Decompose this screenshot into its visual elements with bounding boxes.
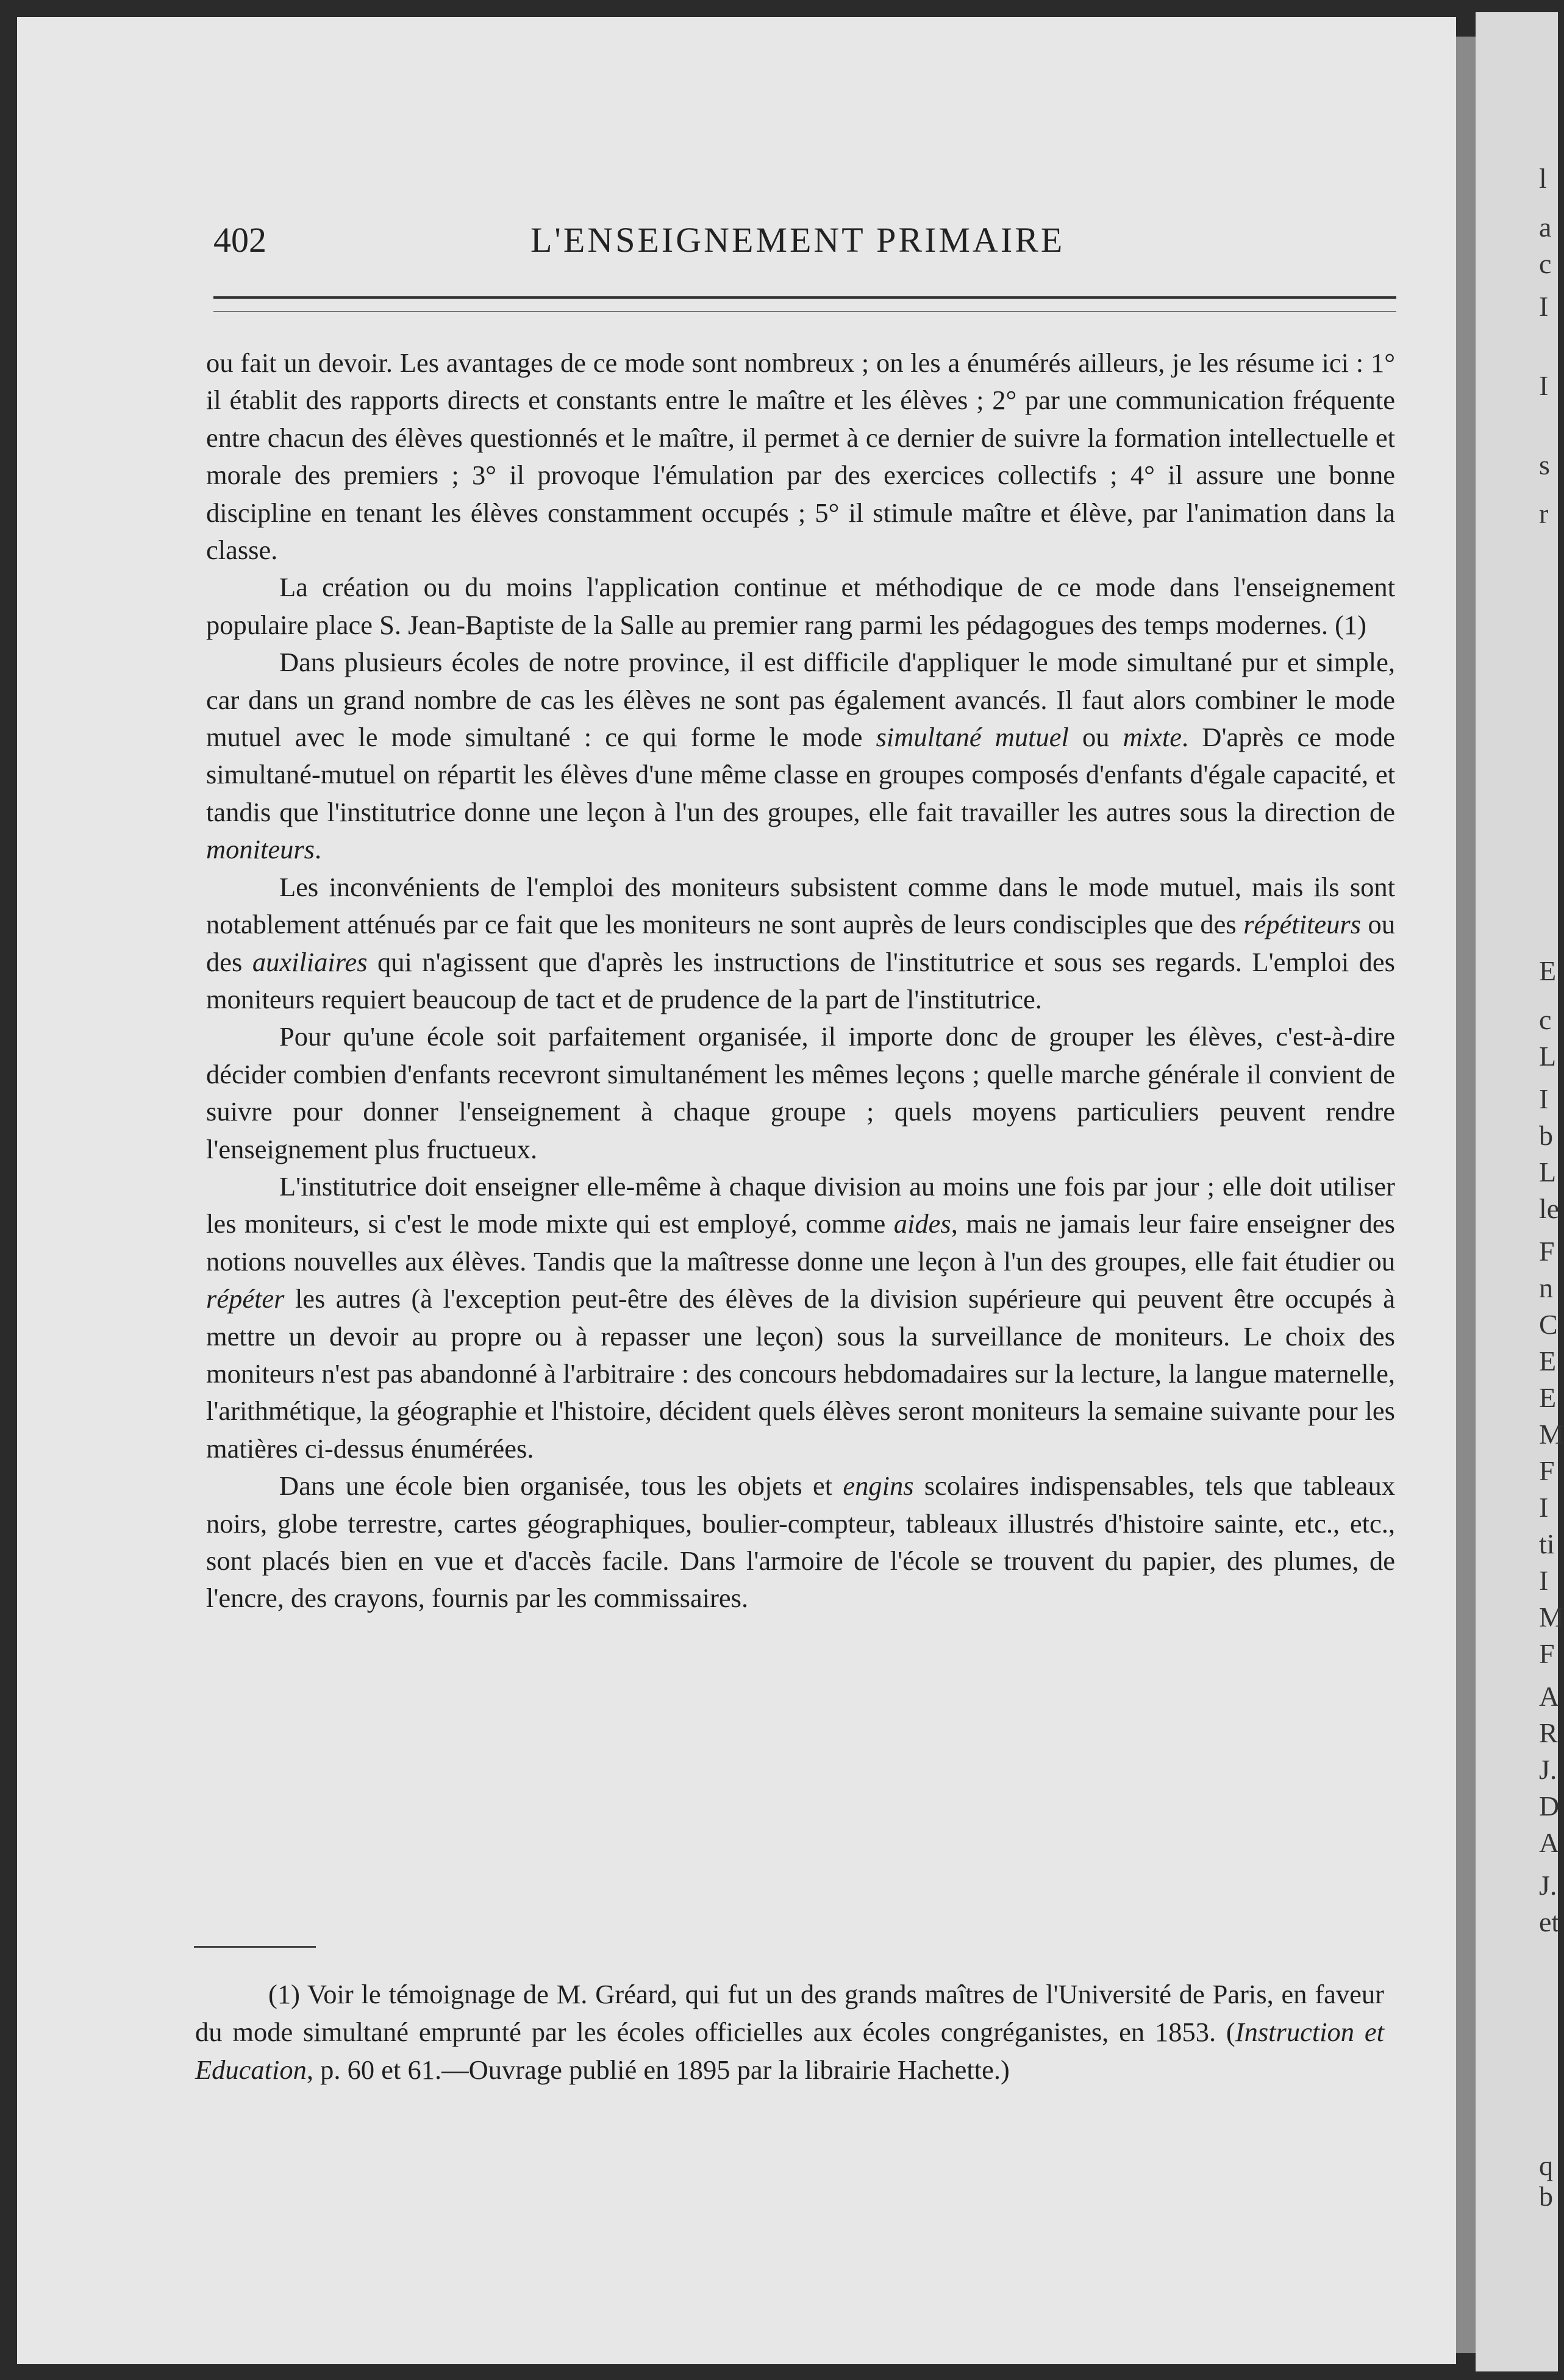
facing-page-fragment: D <box>1539 1790 1560 1822</box>
facing-page-fragment: A <box>1539 1681 1560 1712</box>
facing-page-fragment: q <box>1539 2150 1553 2181</box>
facing-page-fragment: s <box>1539 449 1550 480</box>
body-text <box>206 344 1395 1617</box>
footnote-paragraph <box>195 1975 1384 2089</box>
text-run: , p. 60 et 61.—Ouvrage publié en 1895 par la librairie Hachette.) <box>306 2054 1010 2085</box>
facing-page-fragment: r <box>1539 498 1549 529</box>
facing-page-fragment: E <box>1539 955 1557 986</box>
facing-page-fragment: b <box>1539 1120 1553 1151</box>
facing-page-fragment: I <box>1539 291 1549 322</box>
text-run: Dans une école bien organisée, tous les objets et <box>279 1470 843 1502</box>
italic-text: répéter <box>206 1283 285 1314</box>
page-header <box>213 219 1396 274</box>
facing-page-fragment: R <box>1539 1717 1558 1748</box>
facing-page-fragment: E <box>1539 1345 1557 1377</box>
facing-page-fragment: C <box>1539 1309 1558 1340</box>
facing-page-fragment: L <box>1539 1041 1557 1072</box>
italic-text: moniteurs <box>206 834 315 865</box>
facing-page-fragment: M <box>1539 1419 1564 1450</box>
text-run: . <box>315 834 322 865</box>
facing-page-fragment: L <box>1539 1156 1557 1188</box>
facing-page-fragment: et <box>1539 1906 1560 1937</box>
text-run: qui n'agissent que d'après les instructions de l'institutrice et sous ses regards. L'emploi des moniteurs requiert beaucoup de tact et de prudence de la part de l'institutrice. <box>206 946 1396 1014</box>
page-number: 402 <box>213 220 266 260</box>
facing-page-fragment: b <box>1539 2181 1553 2212</box>
footnote <box>195 1975 1384 2089</box>
running-title: L'ENSEIGNEMENT PRIMAIRE <box>530 220 1065 260</box>
text-run: , mais ne jamais leur faire enseigner des notions nouvelles aux élèves. Tandis que la maîtresse donne une leçon à l'un des groupes, elle fait étudier ou <box>206 1208 1396 1277</box>
text-run: Pour qu'une école soit parfaitement organisée, il importe donc de grouper les élèves, c'est-à-dire décider combien d'enfants recevront simultanément les mêmes leçons ; quelle marche générale il convient de suivre pour donner l'enseignement à chaque groupe ; quels moyens particuliers peuvent rendre l'enseignement plus fructueux. <box>206 1021 1395 1164</box>
paragraph <box>206 1018 1395 1168</box>
paragraph <box>206 569 1395 644</box>
facing-page-fragment: c <box>1539 248 1552 279</box>
italic-text: Instruction et Education <box>195 2017 1384 2085</box>
text-run: L'institutrice doit enseigner elle-même à chaque division au moins une fois par jour ; elle doit utiliser les moniteurs, si c'est le mode mixte qui est employé, comme <box>206 1170 1395 1239</box>
text-run: ou des <box>206 909 1396 977</box>
text-run: (1) Voir le témoignage de M. Gréard, qui fut un des grands maîtres de l'Université de Paris, en faveur du mode simultané emprunté par les écoles officielles aux écoles congréganistes, en 1853. ( <box>195 1979 1384 2047</box>
facing-page-fragment: A <box>1539 1827 1560 1858</box>
facing-page-fragment: J. <box>1539 1754 1557 1785</box>
text-run: les autres (à l'exception peut-être des élèves de la division supérieure qui peuvent être occupés à mettre un devoir au propre ou à repasser une leçon) sous la surveillance de moniteurs. Le choix des moniteurs n'est pas abandonné à l'arbitraire : des concours hebdomadaires sur la lecture, la langue maternelle, l'arithmétique, la géographie et l'histoire, décident quels élèves seront moniteurs la semaine suivante pour les matières ci-dessus énumérées. <box>206 1283 1395 1464</box>
facing-page-edge <box>1476 12 1564 2371</box>
paragraph <box>206 1168 1395 1467</box>
text-run: ou <box>1068 722 1123 753</box>
facing-page-fragment: c <box>1539 1004 1552 1035</box>
paragraph <box>206 869 1395 1019</box>
facing-page-fragment: F <box>1539 1455 1555 1486</box>
text-run: ou fait un devoir. Les avantages de ce mode sont nombreux ; on les a énumérés ailleurs, je les résume ici : 1° il établit des rapports directs et constants entre le maître et les élèves ; 2° par une communication fréquente entre chacun des élèves questionnés et le maître, il permet à ce dernier de suivre la formation intellectuelle et morale des premiers ; 3° il provoque l'émulation par des exercices collectifs ; 4° il assure une bonne discipline en tenant les élèves constamment occupés ; 5° il stimule maître et élève, par l'animation dans la classe. <box>206 347 1395 566</box>
facing-page-fragment: E <box>1539 1382 1557 1413</box>
facing-page-fragment: a <box>1539 212 1552 243</box>
facing-page-fragment: F <box>1539 1638 1555 1669</box>
facing-page-fragment: ti <box>1539 1528 1555 1559</box>
facing-page-fragment: I <box>1539 1492 1549 1523</box>
facing-page-fragment: le <box>1539 1193 1560 1224</box>
facing-page-fragment: n <box>1539 1272 1553 1303</box>
text-run: Dans plusieurs écoles de notre province, il est difficile d'appliquer le mode simultané pur et simple, car dans un grand nombre de cas les élèves ne sont pas également avancés. Il faut alors combiner le mode mutuel avec le mode simultané : ce qui forme le mode <box>206 647 1395 753</box>
text-run: Les inconvénients de l'emploi des moniteurs subsistent comme dans le mode mutuel, mais ils sont notablement atténués par ce fait que les moniteurs ne sont auprès de leurs condisciples que des <box>206 871 1395 940</box>
italic-text: répétiteurs <box>1243 909 1362 940</box>
facing-page-fragment: I <box>1539 370 1549 401</box>
text-run: . D'après ce mode simultané-mutuel on répartit les élèves d'une même classe en groupes composés d'enfants d'égale capacité, et tandis que l'institutrice donne une leçon à l'un des groupes, elle fait travailler les autres sous la direction de <box>206 722 1395 827</box>
italic-text: simultané mutuel <box>876 722 1069 753</box>
facing-page-fragment: l <box>1539 163 1547 194</box>
facing-page-fragment: I <box>1539 1083 1549 1114</box>
facing-page-fragment: F <box>1539 1236 1555 1267</box>
italic-text: auxiliaires <box>252 946 368 977</box>
paragraph <box>206 644 1395 868</box>
italic-text: aides <box>893 1208 951 1239</box>
facing-page-fragment: I <box>1539 1565 1549 1596</box>
header-rule-thick <box>213 296 1396 299</box>
footnote-rule <box>194 1946 316 1948</box>
book-gutter <box>1456 37 1476 2353</box>
header-rule-thin <box>213 311 1396 312</box>
paragraph <box>206 1467 1395 1617</box>
text-run: scolaires indispensables, tels que tableaux noirs, globe terrestre, cartes géographiques, boulier-compteur, tableaux illustrés d'histoire sainte, etc., etc., sont placés bien en vue et d'accès facile. Dans l'armoire de l'école se trouvent du papier, des plumes, de l'encre, des crayons, fournis par les commissaires. <box>206 1470 1395 1614</box>
text-run: La création ou du moins l'application continue et méthodique de ce mode dans l'enseignement populaire place S. Jean-Baptiste de la Salle au premier rang parmi les pédagogues des temps modernes. (1) <box>206 572 1395 640</box>
paragraph <box>206 344 1395 569</box>
facing-page-fragment: M <box>1539 1602 1564 1633</box>
facing-page-fragment: J. <box>1539 1870 1557 1901</box>
italic-text: mixte <box>1123 722 1182 753</box>
italic-text: engins <box>843 1470 914 1502</box>
